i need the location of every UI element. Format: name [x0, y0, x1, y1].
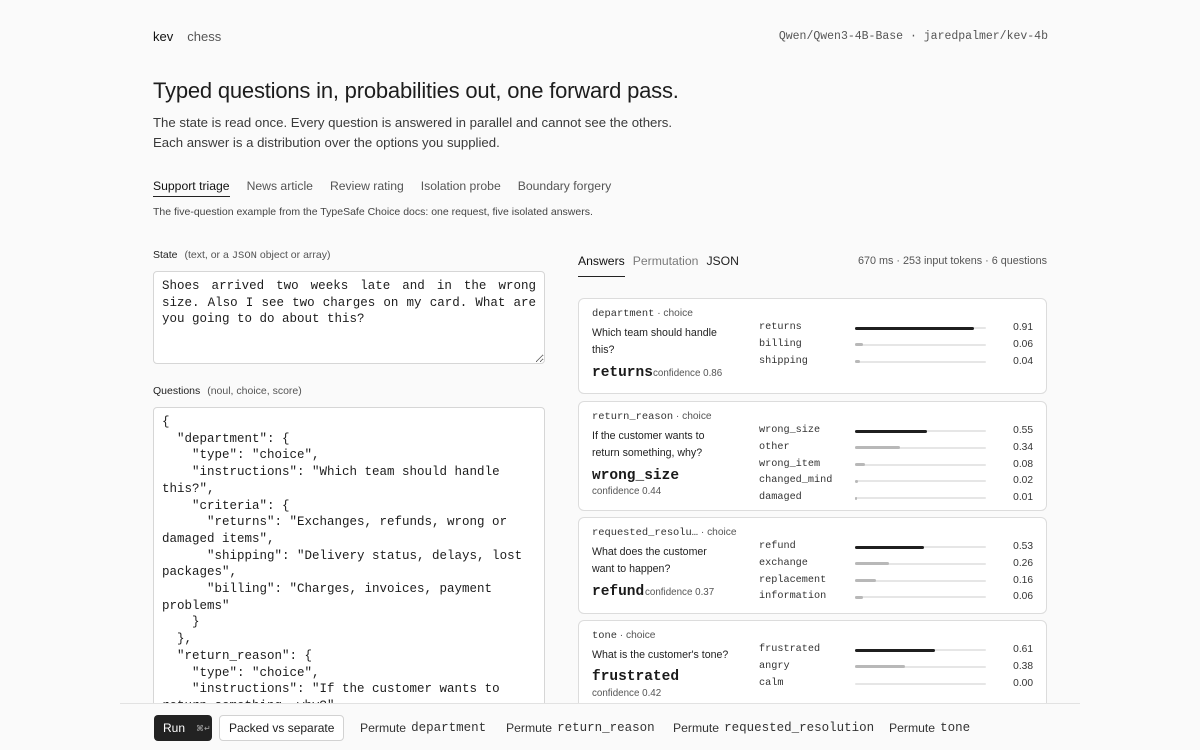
tab-review-rating[interactable]: Review rating — [329, 179, 404, 193]
permute-label: Permute — [673, 721, 720, 735]
probability-fill — [855, 649, 935, 652]
option-row — [759, 574, 1033, 591]
permute-return-reason-button[interactable] — [506, 715, 655, 741]
probability-fill — [855, 579, 876, 582]
question-key: tone — [592, 630, 617, 642]
probability-fill — [855, 430, 927, 433]
answer-value: refund — [592, 584, 645, 600]
question-text: What does the customer want to happen? — [592, 546, 707, 575]
option-label: angry — [759, 660, 790, 672]
probability-bars — [759, 540, 1033, 607]
run-label: Run — [163, 721, 186, 735]
probability-fill — [855, 446, 900, 449]
confidence — [592, 486, 661, 497]
option-row — [759, 474, 1033, 491]
question-kind: choice — [663, 308, 693, 319]
option-row — [759, 590, 1033, 607]
probability-track — [855, 430, 986, 432]
top-bar — [153, 27, 1048, 45]
probability-track — [855, 497, 986, 499]
confidence-label: confidence — [645, 587, 693, 598]
option-label: changed_mind — [759, 475, 833, 487]
probability-bars — [759, 424, 1033, 508]
state-label-text: State — [153, 249, 178, 261]
permute-tone-button[interactable] — [889, 715, 970, 741]
example-description: The five-question example from the TypeSafe Choice docs: one request, five isolated answers. — [153, 206, 593, 218]
permute-key: return_reason — [557, 721, 655, 735]
questions-label — [153, 385, 302, 397]
permute-label: Permute — [360, 721, 407, 735]
option-row — [759, 557, 1033, 574]
state-hint-code: JSON — [231, 250, 257, 262]
option-row — [759, 355, 1033, 372]
confidence — [592, 688, 661, 699]
question-key: department — [592, 308, 655, 320]
tab-support-triage[interactable]: Support triage — [153, 179, 230, 197]
permute-key: department — [411, 721, 487, 735]
probability-value: 0.91 — [1013, 322, 1033, 333]
option-row — [759, 424, 1033, 441]
probability-track — [855, 344, 986, 346]
option-row — [759, 540, 1033, 557]
card-header: department · choice — [592, 308, 693, 320]
confidence-value: 0.42 — [642, 688, 662, 699]
option-row — [759, 458, 1033, 475]
example-tabs — [153, 179, 611, 197]
permute-key: tone — [940, 721, 971, 735]
probability-track — [855, 649, 986, 651]
answer-value: frustrated — [592, 669, 680, 685]
confidence-label: confidence — [592, 486, 640, 497]
card-header: return_reason · choice — [592, 411, 712, 423]
answer-card — [578, 401, 1047, 511]
confidence-value: 0.86 — [703, 368, 723, 379]
option-label: information — [759, 591, 827, 603]
page-subtitle: The state is read once. Every question is answered in parallel and cannot see the others. Each answer is a distribution over the options you supplied. — [153, 115, 673, 150]
questions-label-text: Questions — [153, 385, 201, 397]
probability-fill — [855, 327, 974, 330]
probability-value: 0.02 — [1013, 475, 1033, 487]
answer-card — [578, 298, 1047, 394]
probability-track — [855, 666, 986, 668]
probability-value: 0.55 — [1013, 425, 1033, 436]
answer-card — [578, 517, 1047, 614]
option-row — [759, 660, 1033, 677]
confidence-value: 0.37 — [695, 587, 715, 598]
probability-value: 0.00 — [1013, 677, 1033, 689]
probability-value: 0.16 — [1013, 574, 1033, 586]
probability-value: 0.06 — [1013, 591, 1033, 603]
state-label — [153, 249, 330, 262]
probability-track — [855, 580, 986, 582]
model-name: Qwen/Qwen3-4B-Base · jaredpalmer/kev-4b — [778, 29, 1048, 43]
breadcrumb[interactable]: chess — [187, 28, 222, 44]
tab-answers[interactable]: Answers — [578, 254, 625, 277]
probability-bars — [759, 643, 1033, 693]
probability-fill — [855, 546, 924, 549]
confidence-value: 0.44 — [642, 486, 662, 497]
probability-fill — [855, 343, 863, 346]
probability-track — [855, 447, 986, 449]
probability-track — [855, 563, 986, 565]
option-label: returns — [759, 322, 802, 333]
card-header: tone · choice — [592, 630, 656, 642]
probability-value: 0.01 — [1013, 492, 1033, 504]
option-row — [759, 321, 1033, 338]
probability-value: 0.08 — [1013, 458, 1033, 470]
question-text: What is the customer's tone? — [592, 649, 729, 661]
probability-fill — [855, 480, 858, 483]
state-input[interactable] — [153, 271, 545, 364]
card-header: requested_resolu… · choice — [592, 527, 737, 539]
probability-value: 0.34 — [1013, 441, 1033, 453]
option-label: wrong_item — [759, 458, 821, 470]
questions-input[interactable] — [153, 407, 545, 750]
option-label: billing — [759, 338, 802, 350]
tab-permutation[interactable]: Permutation — [632, 254, 699, 268]
confidence-label: confidence — [592, 688, 640, 699]
probability-value: 0.38 — [1013, 660, 1033, 672]
permute-key: requested_resolution — [724, 721, 875, 735]
option-label: damaged — [759, 492, 802, 504]
probability-track — [855, 596, 986, 598]
question-key: return_reason — [592, 411, 674, 423]
keyboard-shortcut-icon: ⌘↵ — [196, 723, 211, 733]
run-button[interactable] — [154, 715, 212, 741]
state-hint-suffix: object or array) — [259, 249, 331, 261]
question-kind: choice — [707, 527, 737, 538]
probability-fill — [855, 463, 865, 466]
option-row — [759, 677, 1033, 694]
tab-news-article[interactable]: News article — [246, 179, 313, 193]
probability-track — [855, 683, 986, 685]
confidence — [645, 587, 714, 598]
probability-fill — [855, 562, 889, 565]
probability-track — [855, 361, 986, 363]
option-label: other — [759, 441, 790, 453]
option-label: calm — [759, 677, 784, 689]
permute-label: Permute — [889, 721, 936, 735]
probability-value: 0.53 — [1013, 541, 1033, 552]
permute-requested-resolution-button[interactable] — [673, 715, 874, 741]
option-label: frustrated — [759, 644, 821, 655]
probability-value: 0.06 — [1013, 338, 1033, 350]
confidence — [653, 368, 722, 379]
question-kind: choice — [682, 411, 712, 422]
probability-track — [855, 327, 986, 329]
answer-value: wrong_size — [592, 468, 680, 484]
brand-logo[interactable]: kev — [153, 28, 174, 44]
probability-bars — [759, 321, 1033, 371]
questions-hint: (noul, choice, score) — [207, 385, 302, 397]
probability-value: 0.04 — [1013, 355, 1033, 367]
option-label: wrong_size — [759, 425, 821, 436]
probability-track — [855, 480, 986, 482]
probability-track — [855, 546, 986, 548]
packed-vs-separate-button[interactable]: Packed vs separate — [219, 715, 344, 741]
option-row — [759, 338, 1033, 355]
tab-json[interactable]: JSON — [706, 254, 739, 268]
question-text: Which team should handle this? — [592, 327, 717, 356]
run-stats: 670 ms · 253 input tokens · 6 questions — [857, 255, 1047, 267]
state-hint-prefix: (text, or a — [184, 249, 229, 261]
question-kind: choice — [626, 630, 656, 641]
option-label: refund — [759, 541, 796, 552]
question-key: requested_resolu… — [592, 527, 699, 539]
option-row — [759, 491, 1033, 508]
probability-fill — [855, 360, 860, 363]
question-text: If the customer wants to return something, why? — [592, 430, 705, 459]
probability-fill — [855, 665, 905, 668]
answer-value: returns — [592, 365, 653, 381]
answer-card — [578, 620, 1047, 715]
probability-track — [855, 464, 986, 466]
option-row — [759, 441, 1033, 458]
confidence-label: confidence — [653, 368, 701, 379]
tab-boundary-forgery[interactable]: Boundary forgery — [517, 179, 612, 193]
result-tabs — [578, 254, 739, 277]
action-bar — [120, 703, 1080, 750]
tab-isolation-probe[interactable]: Isolation probe — [420, 179, 501, 193]
option-row — [759, 643, 1033, 660]
option-label: shipping — [759, 355, 808, 367]
page-title: Typed questions in, probabilities out, one forward pass. — [153, 78, 679, 103]
probability-fill — [855, 596, 863, 599]
permute-department-button[interactable] — [360, 715, 486, 741]
option-label: replacement — [759, 574, 827, 586]
option-label: exchange — [759, 557, 808, 569]
probability-fill — [855, 497, 857, 500]
state-hint — [184, 249, 330, 261]
probability-value: 0.61 — [1013, 644, 1033, 655]
probability-value: 0.26 — [1013, 557, 1033, 569]
permute-label: Permute — [506, 721, 553, 735]
